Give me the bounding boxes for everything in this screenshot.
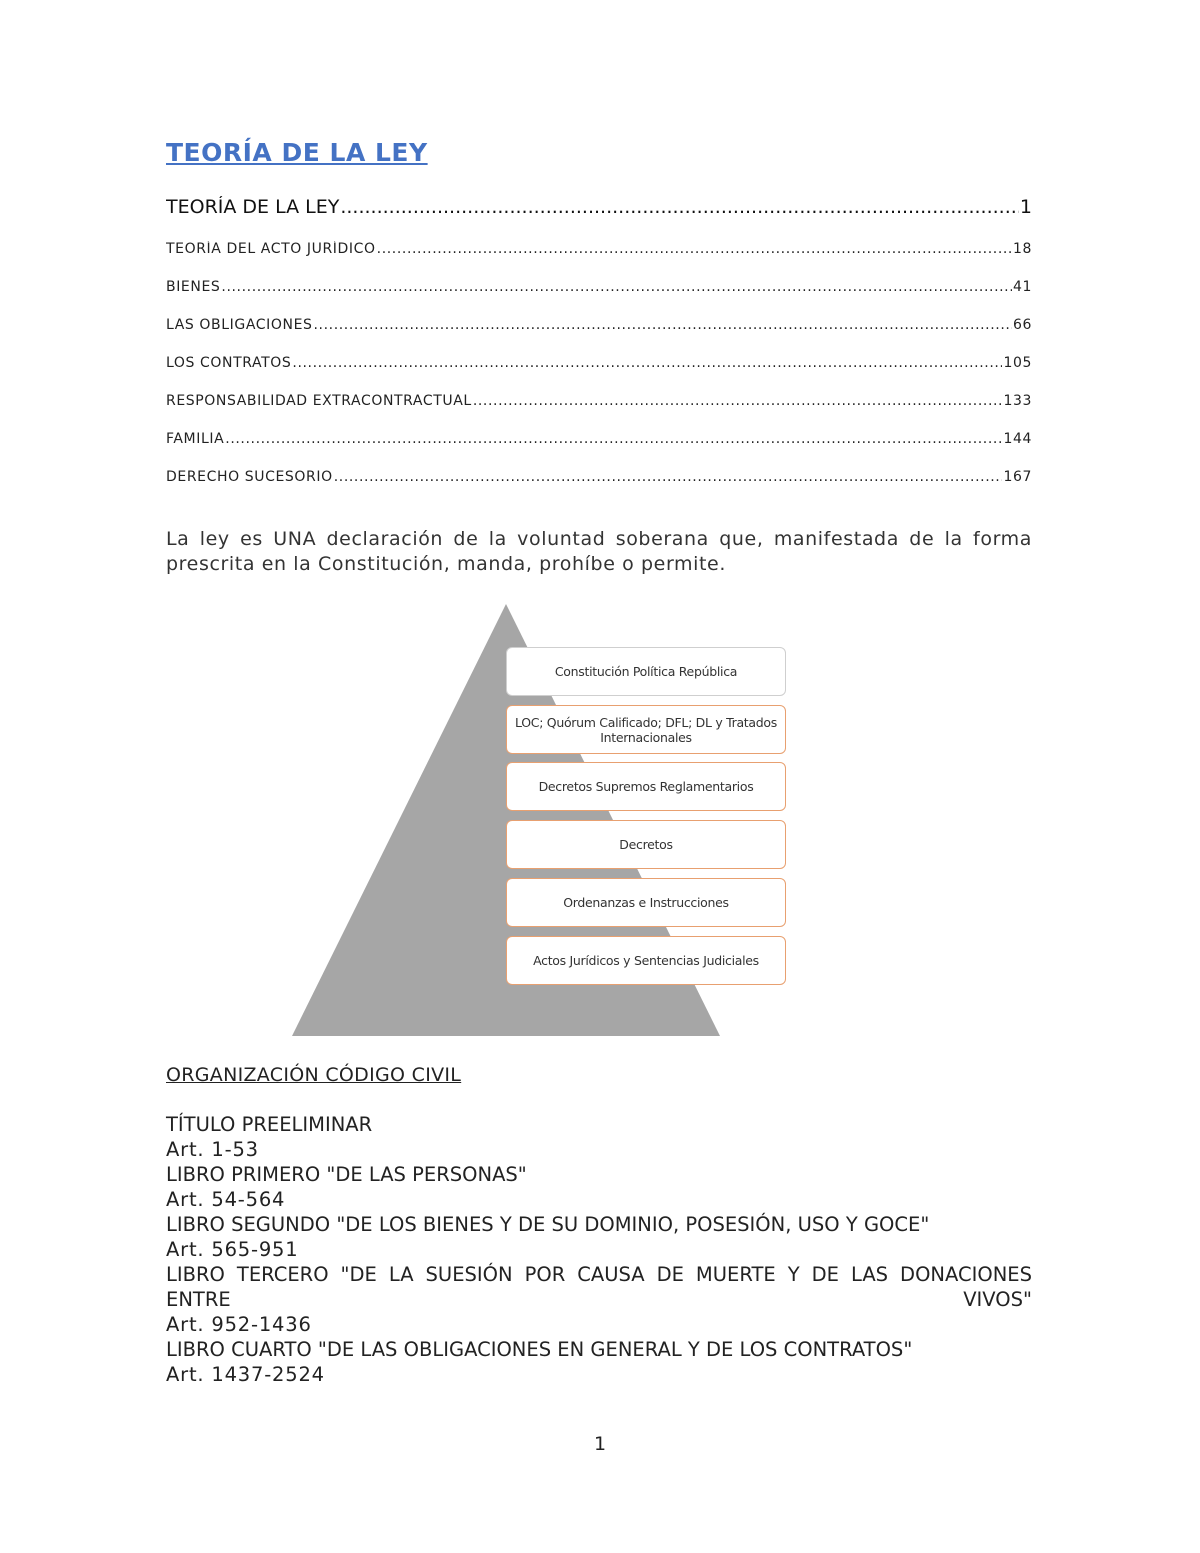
toc-entry-label: RESPONSABILIDAD EXTRACONTRACTUAL (166, 393, 472, 409)
toc-entry[interactable] (166, 355, 1032, 371)
book-title: LIBRO PRIMERO "DE LAS PERSONAS" (166, 1163, 527, 1186)
toc-entry-page: 167 (1003, 469, 1032, 485)
toc-entry-page: 41 (1012, 279, 1032, 295)
civil-code-organization-list (166, 1112, 1032, 1387)
book-articles: Art. 1-53 (166, 1138, 259, 1161)
toc-leader-dots (334, 469, 1003, 485)
toc-entry[interactable] (166, 279, 1032, 295)
pyramid-level: Constitución Política República (506, 647, 786, 696)
legal-hierarchy-pyramid (288, 602, 788, 1038)
civil-code-organization-heading: ORGANIZACIÓN CÓDIGO CIVIL (166, 1064, 462, 1086)
page-number: 1 (593, 1433, 607, 1455)
toc-entry[interactable] (166, 317, 1032, 333)
toc-leader-dots (377, 241, 1012, 257)
book-title: LIBRO CUARTO "DE LAS OBLIGACIONES EN GENERAL Y DE LOS CONTRATOS" (166, 1338, 913, 1361)
toc-leader-dots (225, 431, 1002, 447)
toc-entry-label: LOS CONTRATOS (166, 355, 292, 371)
toc-entry-label: DERECHO SUCESORIO (166, 469, 333, 485)
toc-entry[interactable] (166, 393, 1032, 409)
toc-entry-label: TEORÍA DE LA LEY (166, 196, 340, 218)
document-title: TEORÍA DE LA LEY (166, 138, 428, 167)
toc-leader-dots (221, 279, 1012, 295)
pyramid-level: LOC; Quórum Calificado; DFL; DL y Tratados Internacionales (506, 705, 786, 754)
book-articles: Art. 54-564 (166, 1188, 286, 1211)
toc-entry-page: 1 (1019, 196, 1032, 218)
toc-leader-dots (340, 196, 1019, 218)
toc-entry-page: 144 (1003, 431, 1032, 447)
toc-entry-label: TEORÍA DEL ACTO JURÍDICO (166, 241, 376, 257)
toc-entry[interactable] (166, 196, 1032, 218)
book-title: TÍTULO PREELIMINAR (166, 1113, 373, 1136)
toc-entry-page: 18 (1012, 241, 1032, 257)
book-articles: Art. 952-1436 (166, 1313, 312, 1336)
book-title: LIBRO SEGUNDO "DE LOS BIENES Y DE SU DOMINIO, POSESIÓN, USO Y GOCE" (166, 1213, 930, 1236)
book-articles: Art. 565-951 (166, 1238, 299, 1261)
toc-entry-label: LAS OBLIGACIONES (166, 317, 313, 333)
toc-entry[interactable] (166, 469, 1032, 485)
pyramid-level: Decretos (506, 820, 786, 869)
toc-entry-page: 105 (1003, 355, 1032, 371)
toc-entry-page: 66 (1012, 317, 1032, 333)
pyramid-level: Actos Jurídicos y Sentencias Judiciales (506, 936, 786, 985)
toc-leader-dots (314, 317, 1012, 333)
book-articles: Art. 1437-2524 (166, 1363, 325, 1386)
toc-entry-page: 133 (1003, 393, 1032, 409)
toc-leader-dots (292, 355, 1002, 371)
toc-entry-label: FAMILIA (166, 431, 225, 447)
book-title: LIBRO TERCERO "DE LA SUESIÓN POR CAUSA DE MUERTE Y DE LAS DONACIONES ENTRE VIVOS" (166, 1263, 1032, 1311)
toc-entry[interactable] (166, 241, 1032, 257)
law-definition-paragraph: La ley es UNA declaración de la voluntad soberana que, manifestada de la forma prescrita en la Constitución, manda, prohíbe o permite. (166, 528, 1032, 575)
pyramid-level: Decretos Supremos Reglamentarios (506, 762, 786, 811)
toc-entry[interactable] (166, 431, 1032, 447)
toc-entry-label: BIENES (166, 279, 221, 295)
toc-leader-dots (473, 393, 1003, 409)
pyramid-level: Ordenanzas e Instrucciones (506, 878, 786, 927)
